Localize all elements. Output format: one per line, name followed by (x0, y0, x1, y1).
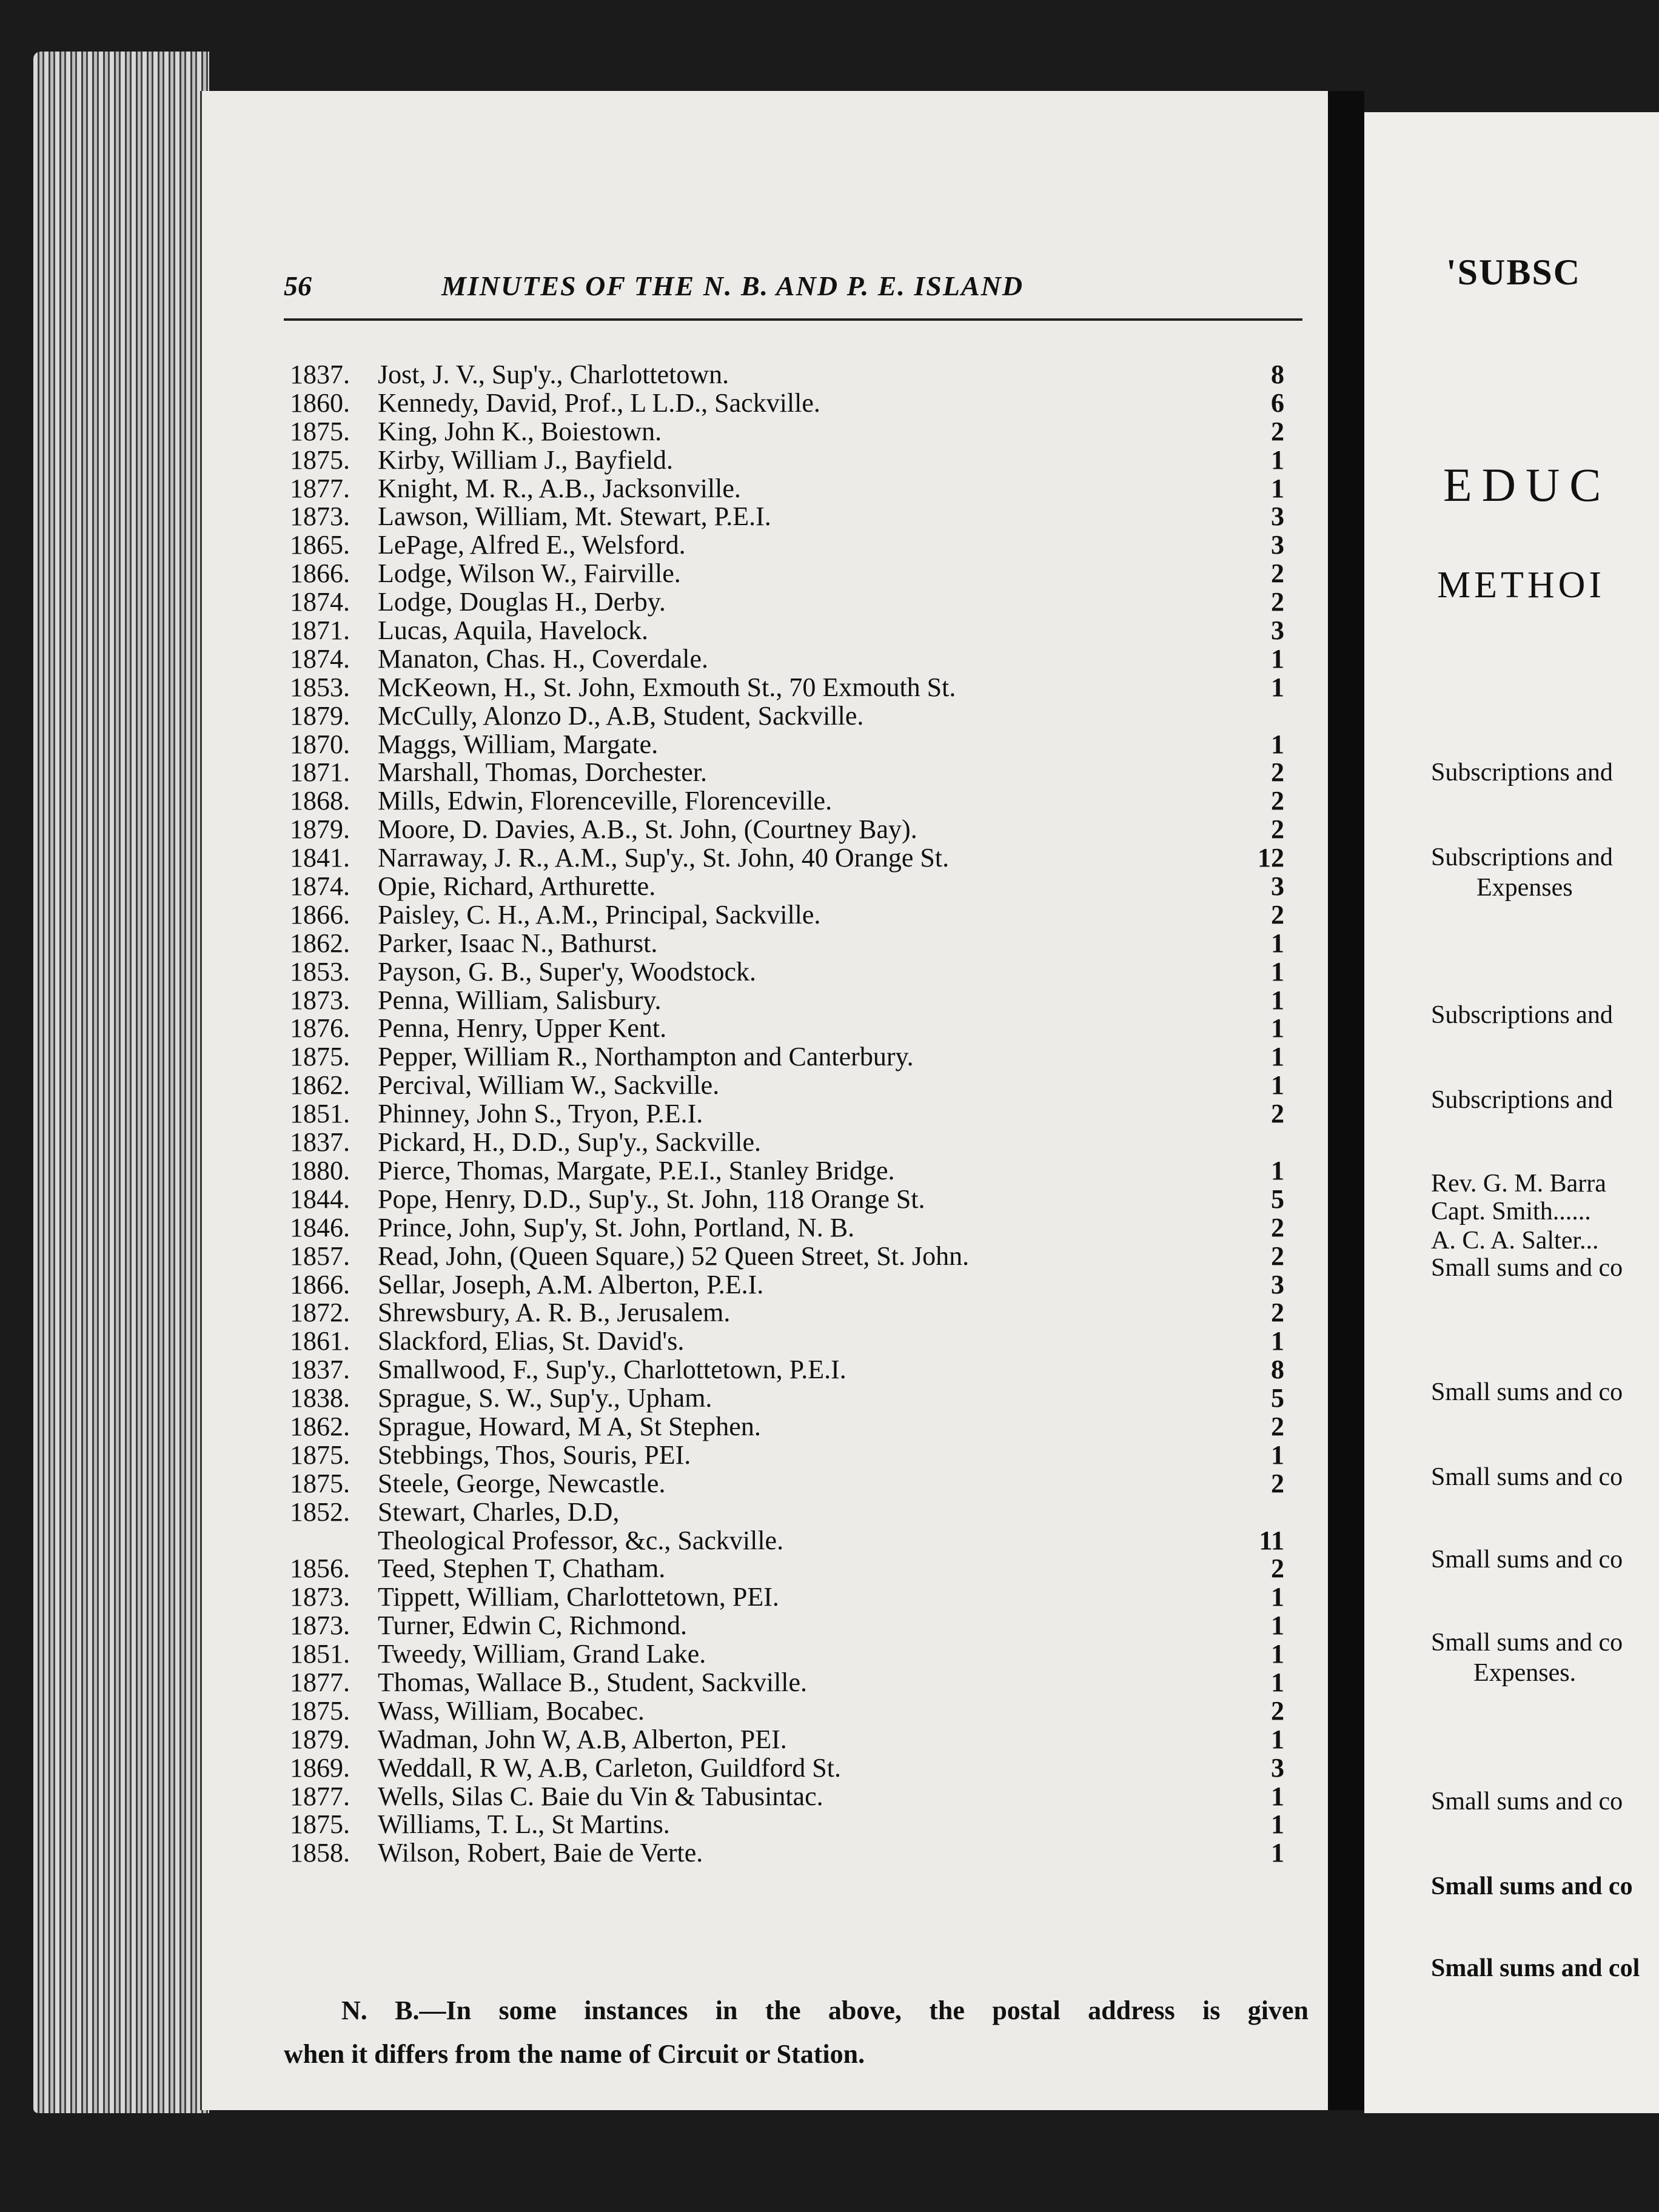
list-row (290, 1071, 1284, 1100)
subscriber-list (290, 361, 1284, 1868)
list-row (290, 1242, 1284, 1271)
entry-name: Tippett, William, Charlottetown, PEI. (378, 1582, 779, 1612)
entry-count: 1 (1271, 444, 1284, 475)
right-page-line: Small sums and col (1431, 1954, 1640, 1982)
entry-year: 1868. (290, 786, 350, 816)
entry-count: 2 (1271, 587, 1284, 617)
entry-year: 1862. (290, 928, 350, 958)
entry-name: Teed, Stephen T, Chatham. (378, 1553, 666, 1584)
entry-name: Shrewsbury, A. R. B., Jerusalem. (378, 1298, 731, 1328)
entry-count: 2 (1271, 1099, 1284, 1129)
list-row (290, 1839, 1284, 1868)
page-number: 56 (284, 270, 312, 301)
entry-name: Parker, Isaac N., Bathurst. (378, 928, 658, 958)
entry-count: 3 (1271, 1269, 1284, 1299)
entry-name: Steele, George, Newcastle. (378, 1468, 666, 1498)
list-row (290, 901, 1284, 930)
right-page-line: A. C. A. Salter... (1431, 1227, 1599, 1255)
entry-name: Pickard, H., D.D., Sup'y., Sackville. (378, 1127, 762, 1158)
entry-count: 2 (1271, 814, 1284, 845)
list-row (290, 1100, 1284, 1128)
right-page-line: 'SUBSC (1446, 252, 1581, 292)
entry-count: 2 (1271, 1695, 1284, 1726)
entry-count: 2 (1271, 1411, 1284, 1441)
list-row (290, 1697, 1284, 1726)
list-row (290, 816, 1284, 844)
entry-name: McCully, Alonzo D., A.B, Student, Sackville. (378, 700, 864, 731)
entry-year: 1874. (290, 643, 350, 674)
list-row (290, 1185, 1284, 1214)
list-row (290, 1583, 1284, 1612)
right-page-line: METHOI (1437, 565, 1606, 606)
list-row (290, 1299, 1284, 1327)
entry-year: 1875. (290, 444, 350, 475)
entry-count: 2 (1271, 1468, 1284, 1498)
right-page-line: Expenses. (1473, 1659, 1577, 1687)
list-row (290, 588, 1284, 617)
footnote-line-2: when it differs from the name of Circuit or Station. (284, 2039, 865, 2069)
list-row (290, 1014, 1284, 1043)
entry-name: Read, John, (Queen Square,) 52 Queen Street, St. John. (378, 1241, 970, 1271)
entry-count: 2 (1271, 1241, 1284, 1271)
list-row (290, 1271, 1284, 1299)
list-row (290, 1669, 1284, 1697)
list-row (290, 389, 1284, 418)
right-page-line: EDUC (1443, 458, 1611, 511)
entry-name: Opie, Richard, Arthurette. (378, 871, 656, 902)
entry-year: 1853. (290, 956, 350, 987)
list-row (290, 1754, 1284, 1783)
entry-year: 1862. (290, 1070, 350, 1101)
entry-count: 1 (1271, 1326, 1284, 1356)
entry-year: 1876. (290, 1013, 350, 1044)
entry-year: 1873. (290, 985, 350, 1015)
running-head (284, 270, 1302, 318)
list-row (290, 1441, 1284, 1470)
entry-count: 8 (1271, 360, 1284, 389)
list-row (290, 958, 1284, 987)
entry-count: 1 (1271, 1724, 1284, 1754)
list-row (290, 1555, 1284, 1583)
list-row (290, 1327, 1284, 1356)
right-page-line: Subscriptions and (1431, 843, 1613, 871)
right-page-line: Expenses (1476, 874, 1573, 902)
entry-count: 2 (1271, 558, 1284, 589)
entry-year: 1837. (290, 1355, 350, 1385)
entry-name: Weddall, R W, A.B, Carleton, Guildford St. (378, 1752, 841, 1783)
entry-count: 1 (1271, 1439, 1284, 1470)
entry-name: LePage, Alfred E., Welsford. (378, 530, 686, 560)
entry-name: Manaton, Chas. H., Coverdale. (378, 643, 708, 674)
entry-name: McKeown, H., St. John, Exmouth St., 70 Exmouth St. (378, 672, 956, 702)
entry-name: Penna, William, Salisbury. (378, 985, 662, 1015)
entry-name: Mills, Edwin, Florenceville, Florenceville. (378, 786, 833, 816)
entry-name: Sprague, S. W., Sup'y., Upham. (378, 1383, 712, 1413)
list-row (290, 418, 1284, 446)
entry-count: 3 (1271, 615, 1284, 646)
footnote-line-1: N. B.—In some instances in the above, the postal address is given (341, 1996, 1309, 2025)
entry-name: Knight, M. R., A.B., Jacksonville. (378, 473, 741, 503)
entry-name: Kirby, William J., Bayfield. (378, 444, 674, 475)
entry-name: Tweedy, William, Grand Lake. (378, 1639, 706, 1669)
entry-year: 1838. (290, 1383, 350, 1413)
entry-year: 1853. (290, 672, 350, 702)
entry-year: 1846. (290, 1212, 350, 1242)
entry-count: 2 (1271, 1553, 1284, 1584)
entry-count: 1 (1271, 1610, 1284, 1641)
entry-name: Williams, T. L., St Martins. (378, 1809, 670, 1840)
entry-year: 1879. (290, 814, 350, 845)
list-row (290, 1384, 1284, 1413)
list-row (290, 1128, 1284, 1157)
running-title: MINUTES OF THE N. B. AND P. E. ISLAND (441, 270, 1024, 301)
entry-name: Moore, D. Davies, A.B., St. John, (Courtney Bay). (378, 814, 917, 845)
entry-year: 1844. (290, 1184, 350, 1214)
entry-year: 1869. (290, 1752, 350, 1783)
entry-name: Payson, G. B., Super'y, Woodstock. (378, 956, 757, 987)
list-row (290, 361, 1284, 389)
entry-year: 1851. (290, 1099, 350, 1129)
entry-name: Slackford, Elias, St. David's. (378, 1326, 685, 1356)
entry-name: Jost, J. V., Sup'y., Charlottetown. (378, 360, 729, 389)
right-page-line: Small sums and co (1431, 1378, 1623, 1406)
entry-year: 1877. (290, 1781, 350, 1811)
entry-year: 1856. (290, 1553, 350, 1584)
right-page-line: Small sums and co (1431, 1872, 1633, 1900)
entry-count: 1 (1271, 1070, 1284, 1101)
entry-name: Maggs, William, Margate. (378, 729, 659, 759)
entry-year: 1872. (290, 1298, 350, 1328)
entry-name: Prince, John, Sup'y, St. John, Portland, N. B. (378, 1212, 855, 1242)
list-row (290, 844, 1284, 873)
entry-count: 8 (1271, 1355, 1284, 1385)
entry-count: 5 (1271, 1383, 1284, 1413)
entry-count: 1 (1271, 1667, 1284, 1697)
entry-name: Stebbings, Thos, Souris, PEI. (378, 1439, 691, 1470)
entry-count: 5 (1271, 1184, 1284, 1214)
list-row (290, 1527, 1284, 1555)
entry-year: 1877. (290, 1667, 350, 1697)
list-row (290, 1726, 1284, 1754)
entry-name: Smallwood, F., Sup'y., Charlottetown, P.E.I. (378, 1355, 846, 1385)
list-row (290, 674, 1284, 702)
list-row (290, 446, 1284, 475)
entry-year: 1875. (290, 416, 350, 446)
left-page (200, 91, 1330, 2110)
list-row (290, 1356, 1284, 1384)
entry-name: Sprague, Howard, M A, St Stephen. (378, 1411, 761, 1441)
entry-count: 6 (1271, 387, 1284, 418)
right-page-line: Small sums and co (1431, 1254, 1623, 1282)
entry-name: Lodge, Wilson W., Fairville. (378, 558, 681, 589)
entry-name: Lodge, Douglas H., Derby. (378, 587, 666, 617)
entry-year: 1862. (290, 1411, 350, 1441)
entry-year: 1866. (290, 1269, 350, 1299)
list-row (290, 1157, 1284, 1185)
entry-name: Wass, William, Bocabec. (378, 1695, 645, 1726)
entry-count: 1 (1271, 1042, 1284, 1072)
list-row (290, 987, 1284, 1015)
entry-year: 1873. (290, 501, 350, 532)
entry-name: Wilson, Robert, Baie de Verte. (378, 1838, 703, 1868)
entry-year: 1877. (290, 473, 350, 503)
entry-name: Percival, William W., Sackville. (378, 1070, 720, 1101)
entry-name: Thomas, Wallace B., Student, Sackville. (378, 1667, 808, 1697)
list-row (290, 1811, 1284, 1839)
right-page-line: Small sums and co (1431, 1629, 1623, 1657)
right-page-line: Subscriptions and (1431, 759, 1613, 786)
entry-year: 1871. (290, 615, 350, 646)
entry-count: 2 (1271, 757, 1284, 788)
entry-year: 1870. (290, 729, 350, 759)
entry-name: Marshall, Thomas, Dorchester. (378, 757, 707, 788)
right-page-line: Capt. Smith...... (1431, 1198, 1591, 1225)
entry-count: 1 (1271, 956, 1284, 987)
entry-count: 3 (1271, 1752, 1284, 1783)
list-row (290, 531, 1284, 560)
footnote (284, 1989, 1309, 2076)
entry-count: 3 (1271, 501, 1284, 532)
list-row (290, 560, 1284, 588)
entry-count: 1 (1271, 1639, 1284, 1669)
entry-count: 1 (1271, 643, 1284, 674)
entry-count: 1 (1271, 473, 1284, 503)
entry-count: 1 (1271, 1582, 1284, 1612)
entry-name: Wadman, John W, A.B, Alberton, PEI. (378, 1724, 787, 1754)
list-row (290, 731, 1284, 759)
list-row (290, 503, 1284, 531)
list-row (290, 1470, 1284, 1498)
list-row (290, 475, 1284, 503)
entry-count: 3 (1271, 530, 1284, 560)
right-page-line: Small sums and co (1431, 1463, 1623, 1491)
entry-year: 1837. (290, 360, 350, 389)
entry-count: 2 (1271, 899, 1284, 930)
entry-count: 1 (1271, 1781, 1284, 1811)
entry-year: 1851. (290, 1639, 350, 1669)
entry-year: 1875. (290, 1439, 350, 1470)
entry-year: 1866. (290, 558, 350, 589)
list-row (290, 1783, 1284, 1811)
entry-year: 1879. (290, 700, 350, 731)
list-row (290, 1043, 1284, 1071)
entry-name: Narraway, J. R., A.M., Sup'y., St. John, 40 Orange St. (378, 843, 950, 873)
entry-year: 1861. (290, 1326, 350, 1356)
entry-year: 1852. (290, 1496, 350, 1527)
entry-name: Sellar, Joseph, A.M. Alberton, P.E.I. (378, 1269, 764, 1299)
entry-name: Pope, Henry, D.D., Sup'y., St. John, 118 Orange St. (378, 1184, 925, 1214)
entry-year: 1875. (290, 1468, 350, 1498)
entry-count: 3 (1271, 871, 1284, 902)
list-row (290, 873, 1284, 901)
list-row (290, 759, 1284, 787)
entry-name: Lawson, William, Mt. Stewart, P.E.I. (378, 501, 771, 532)
entry-name: Turner, Edwin C, Richmond. (378, 1610, 687, 1641)
entry-year: 1858. (290, 1838, 350, 1868)
entry-name: Pierce, Thomas, Margate, P.E.I., Stanley Bridge. (378, 1155, 895, 1185)
entry-count: 1 (1271, 1809, 1284, 1840)
right-page-line: Subscriptions and (1431, 1001, 1613, 1029)
list-row (290, 1640, 1284, 1669)
list-row (290, 702, 1284, 731)
entry-count: 1 (1271, 672, 1284, 702)
entry-year: 1875. (290, 1042, 350, 1072)
list-row (290, 1214, 1284, 1242)
entry-name: King, John K., Boiestown. (378, 416, 662, 446)
list-row (290, 1413, 1284, 1441)
entry-name: Kennedy, David, Prof., L L.D., Sackville. (378, 387, 820, 418)
entry-name: Stewart, Charles, D.D, (378, 1496, 620, 1527)
list-row (290, 787, 1284, 816)
entry-name: Lucas, Aquila, Havelock. (378, 615, 648, 646)
entry-year: 1880. (290, 1155, 350, 1185)
entry-count: 2 (1271, 416, 1284, 446)
entry-count: 2 (1271, 786, 1284, 816)
entry-count: 2 (1271, 1212, 1284, 1242)
entry-name: Phinney, John S., Tryon, P.E.I. (378, 1099, 703, 1129)
page-edges (33, 52, 209, 2113)
entry-count: 1 (1271, 1013, 1284, 1044)
entry-name: Penna, Henry, Upper Kent. (378, 1013, 667, 1044)
right-page-line: Small sums and co (1431, 1546, 1623, 1574)
entry-year: 1874. (290, 587, 350, 617)
entry-count: 2 (1271, 1298, 1284, 1328)
header-rule (284, 318, 1302, 321)
entry-year: 1873. (290, 1610, 350, 1641)
entry-year: 1873. (290, 1582, 350, 1612)
entry-count: 1 (1271, 1838, 1284, 1868)
entry-year: 1871. (290, 757, 350, 788)
book-gutter (1328, 91, 1364, 2110)
right-page-line: Rev. G. M. Barra (1431, 1170, 1606, 1198)
entry-year: 1857. (290, 1241, 350, 1271)
entry-year: 1874. (290, 871, 350, 902)
entry-count: 1 (1271, 1155, 1284, 1185)
list-row (290, 645, 1284, 674)
entry-year: 1875. (290, 1809, 350, 1840)
entry-year: 1841. (290, 843, 350, 873)
list-row (290, 1612, 1284, 1640)
entry-count: 1 (1271, 985, 1284, 1015)
entry-name: Paisley, C. H., A.M., Principal, Sackville. (378, 899, 821, 930)
entry-name: Wells, Silas C. Baie du Vin & Tabusintac. (378, 1781, 823, 1811)
entry-year: 1875. (290, 1695, 350, 1726)
right-page (1364, 112, 1659, 2113)
entry-year: 1879. (290, 1724, 350, 1754)
entry-count: 11 (1259, 1525, 1284, 1555)
entry-year: 1865. (290, 530, 350, 560)
entry-name: Pepper, William R., Northampton and Canterbury. (378, 1042, 914, 1072)
right-page-line: Small sums and co (1431, 1788, 1623, 1815)
right-page-line: Subscriptions and (1431, 1086, 1613, 1114)
list-row (290, 617, 1284, 645)
entry-year: 1866. (290, 899, 350, 930)
entry-count: 1 (1271, 928, 1284, 958)
entry-year: 1837. (290, 1127, 350, 1158)
list-row (290, 1498, 1284, 1527)
entry-name: Theological Professor, &c., Sackville. (378, 1525, 784, 1555)
entry-year: 1860. (290, 387, 350, 418)
entry-count: 1 (1271, 729, 1284, 759)
list-row (290, 930, 1284, 958)
entry-count: 12 (1258, 843, 1284, 873)
